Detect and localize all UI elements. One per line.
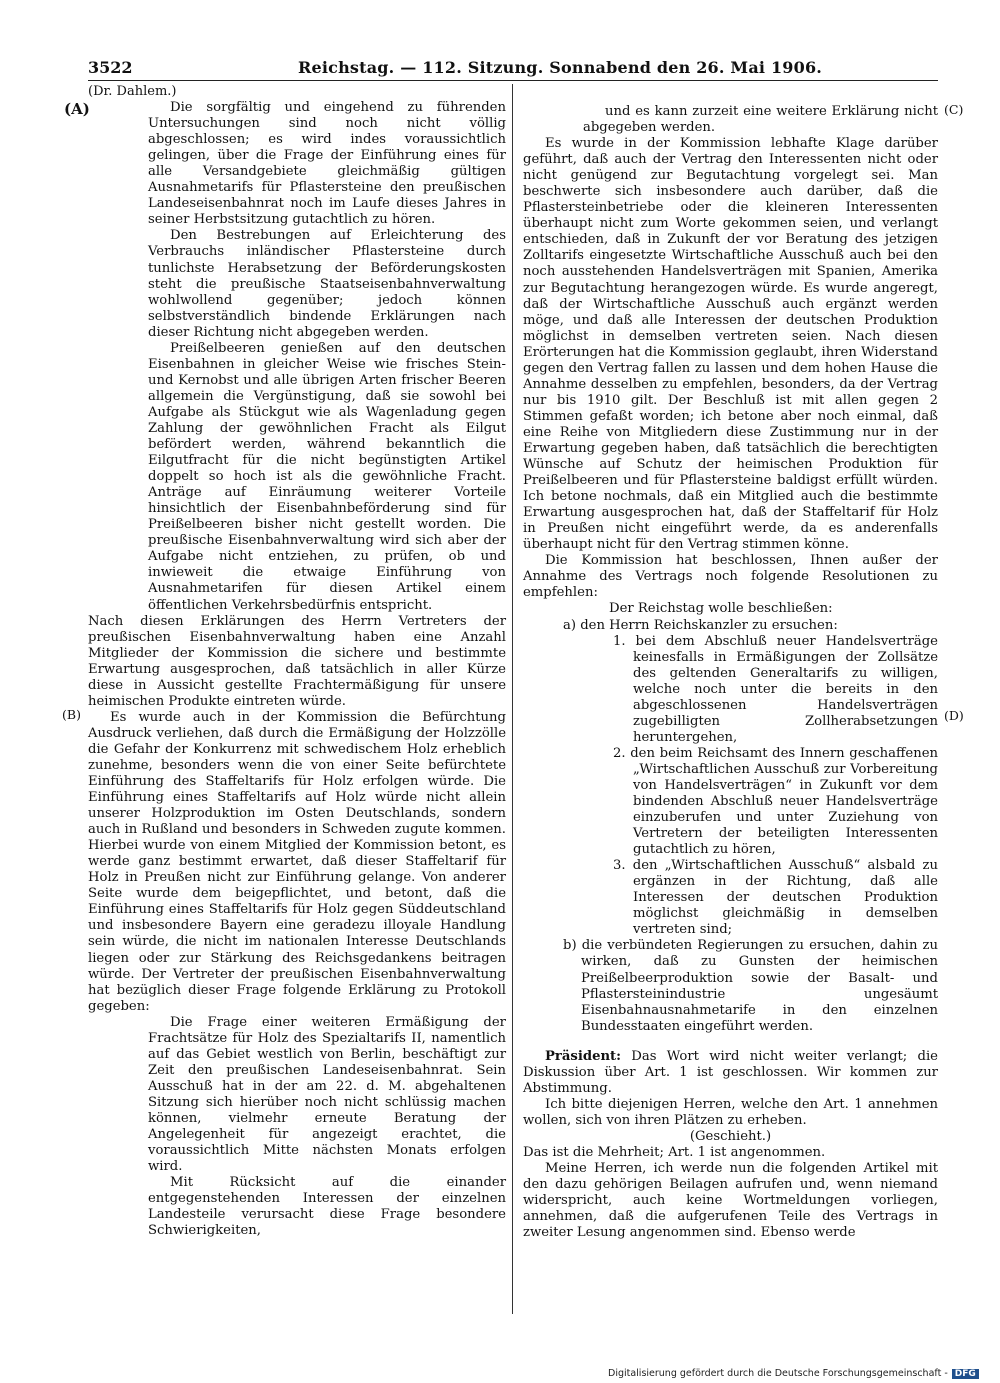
column-divider: [512, 84, 513, 1314]
footer-credit: [608, 1368, 979, 1379]
margin-marker-b: (B): [62, 707, 81, 722]
quote-paragraph: Die sorgfältig und eingehend zu führenden Untersuchungen sind noch nicht völlig abgeschlossen; es wird indes voraussichtlich gelingen, über die Frage der Einführung eines für alle Versandgebiete gleichmäßig gültigen Ausnahmetarifs für Pflastersteine den preußischen Landeseisenbahnrat noch im Laufe dieses Jahres in seiner Herbstsitzung gutachtlich zu hören.: [148, 100, 506, 228]
footer-text: Digitalisierung gefördert durch die Deutsche Forschungsgemeinschaft -: [608, 1368, 948, 1379]
margin-marker-c: (C): [944, 102, 964, 117]
president-text: Das Wort wird nicht weiter verlangt; die Diskussion über Art. 1 ist geschlossen. Wir kommen zur Abstimmung.: [523, 1048, 938, 1096]
page-number: 3522: [88, 58, 133, 77]
body-paragraph: Ich bitte diejenigen Herren, welche den Art. 1 annehmen wollen, sich von ihren Plätzen zu erheben.: [523, 1096, 938, 1128]
body-paragraph: Es wurde auch in der Kommission die Befürchtung Ausdruck verliehen, daß durch die Ermäßigung der Holzzölle die Gefahr der Konkurrenz mit schwedischem Holz erheblich zunehme, besonders wenn die von einer Seite befürchtete Einführung des Staffeltarifs für Holz erfolgen würde. Die Einführung eines Staffeltarifs auf Holz würde nicht allein unserer Holzproduktion im Osten Deutschlands, sondern auch in Rußland und besonders in Schweden zugute kommen. Hierbei wurde von einem Mitglied der Kommission betont, es werde ganz bestimmt erwartet, daß dieser Staffeltarif für Holz in Preußen nicht zur Einführung gelange. Von anderer Seite wurde dem beigepflichtet, und betont, daß die Einführung eines Staffeltarifs für Holz gegen Süddeutschland und insbesondere Bayern eine geradezu illoyale Handlung sein würde, die nicht im nationalen Interesse Deutschlands liegen oder zur Stärkung des Reichsgedankens beitragen würde. Der Vertreter der preußischen Eisenbahnverwaltung hat bezüglich dieser Frage folgende Erklärung zu Protokoll gegeben:: [88, 709, 506, 1014]
body-paragraph: Es wurde in der Kommission lebhafte Klage darüber geführt, daß auch der Vertrag den Interessenten nicht oder nicht genügend zur Begutachtung vorgelegt sei. Man beschwerte sich insbesondere auch darüber, daß die Pflastersteinbetriebe oder die kleineren Interessenten überhaupt nicht zum Worte gekommen seien, und verlangt entschieden, daß in Zukunft der vor Beratung des jetzigen Zolltarifs eingesetzte Wirtschaftliche Ausschuß auch bei den noch ausstehenden Handelsverträgen mit Spanien, Amerika zur Begutachtung herangezogen würde. Es wurde angeregt, daß der Wirtschaftliche Ausschuß auch ergänzt werden möge, und daß alle Interessen der deutschen Produktion möglichst in demselben vertreten seien. Nach diesen Erörterungen hat die Kommission geglaubt, ihren Widerstand gegen den Vertrag fallen zu lassen und dem hohen Hause die Annahme desselben zu empfehlen, besonders, da der Vertrag nur bis 1910 gilt. Der Beschluß ist mit allen gegen 2 Stimmen gefaßt worden; ich betone aber noch einmal, daß eine Reihe von Mitgliedern diese Zustimmung nur in der Erwartung gegeben haben, daß tatsächlich die berechtigten Wünsche auf Schutz der heimischen Produktion für Preißelbeeren und für Pflastersteine baldigst erfüllt würden. Ich betone nochmals, daß ein Mitglied auch die bestimmte Erwartung ausgesprochen hat, daß der Staffeltarif für Holz in Preußen nicht eingeführt werde, da es anderenfalls überhaupt nicht für den Vertrag stimmen könne.: [523, 136, 938, 553]
margin-marker-a: (A): [64, 100, 90, 118]
resolution-subitem: 2. den beim Reichsamt des Innern geschaffenen „Wirtschaftlichen Ausschuß zur Vorbereitung von Handelsverträgen“ in Zukunft vor dem bindenden Abschluß neuer Handelsverträge einzuberufen und unter Zuziehung von Vertretern der beteiligten Interessenten gutachtlich zu hören,: [613, 745, 938, 858]
page-header: [88, 58, 938, 80]
body-paragraph: Die Kommission hat beschlossen, Ihnen außer der Annahme des Vertrags noch folgende Resolutionen zu empfehlen:: [523, 553, 938, 601]
margin-marker-d: (D): [944, 708, 964, 723]
body-paragraph: Nach diesen Erklärungen des Herrn Vertreters der preußischen Eisenbahnverwaltung haben eine Anzahl Mitglieder der Kommission die sichere und bestimmte Erwartung ausgesprochen, daß tatsächlich in aller Kürze diese in Aussicht gestellte Frachtermäßigung für unsere heimischen Produkte eintreten würde.: [88, 613, 506, 709]
right-column: [523, 104, 938, 1241]
dfg-logo: DFG: [952, 1369, 979, 1379]
body-paragraph: Meine Herren, ich werde nun die folgenden Artikel mit den dazu gehörigen Beilagen aufrufen und, wenn niemand widerspricht, auch keine Wortmeldungen vorliegen, annehmen, daß die aufgerufenen Teile des Vertrags in zweiter Lesung angenommen sind. Ebenso werde: [523, 1161, 938, 1241]
quote-paragraph: und es kann zurzeit eine weitere Erklärung nicht abgegeben werden.: [583, 104, 938, 136]
quote-paragraph: Den Bestrebungen auf Erleichterung des Verbrauchs inländischer Pflastersteine durch tunlichste Herabsetzung der Beförderungskosten steht die preußische Staatseisenbahnverwaltung wohlwollend gegenüber; jedoch können selbstverständlich bindende Erklärungen nach dieser Richtung nicht abgegeben werden.: [148, 228, 506, 340]
body-paragraph: Das ist die Mehrheit; Art. 1 ist angenommen.: [523, 1145, 826, 1160]
resolution-item: b) die verbündeten Regierungen zu ersuchen, dahin zu wirken, daß zu Gunsten der heimischen Preißelbeerproduktion sowie der Basalt- und Pflastersteinindustrie ungesäumt Eisenbahnausnahmetarife in den einzelnen Bundesstaaten eingeführt werden.: [563, 938, 938, 1034]
president-paragraph: [523, 1049, 938, 1097]
resolution-subitem: 1. bei dem Abschluß neuer Handelsverträge keinesfalls in Ermäßigungen der Zollsätze des geltenden Generaltarifs zu willigen, welche noch unter die bereits in den abgeschlossenen Handelsverträgen zugebilligten Zollherabsetzungen heruntergehen,: [613, 633, 938, 745]
running-title: Reichstag. — 112. Sitzung. Sonnabend den 26. Mai 1906.: [298, 58, 823, 77]
quote-paragraph: Die Frage einer weiteren Ermäßigung der Frachtsätze für Holz des Spezialtarifs II, namentlich auf das Gebiet westlich von Berlin, beschäftigt zur Zeit den preußischen Landeseisenbahnrat. Sein Ausschuß hat in der am 22. d. M. abgehaltenen Sitzung sich hierüber noch nicht schlüssig machen können, vielmehr erneute Beratung der Angelegenheit für angezeigt erachtet, die voraussichtlich Mitte nächsten Monats erfolgen wird.: [148, 1014, 506, 1175]
resolution-heading: Der Reichstag wolle beschließen:: [609, 601, 833, 617]
quote-paragraph: Mit Rücksicht auf die einander entgegenstehenden Interessen der einzelnen Landesteile verursacht diese Frage besondere Schwierigkeiten,: [148, 1175, 506, 1239]
resolution-subitem: 3. den „Wirtschaftlichen Ausschuß“ alsbald zu ergänzen in der Richtung, daß alle Interessen der deutschen Produktion möglichst gleichmäßig in demselben vertreten sind;: [613, 858, 938, 938]
president-label: Präsident:: [545, 1048, 622, 1064]
resolution-item: a) den Herrn Reichskanzler zu ersuchen:: [563, 617, 838, 633]
header-rule: [88, 80, 938, 81]
quote-paragraph: Preißelbeeren genießen auf den deutschen Eisenbahnen in gleicher Weise wie frisches Stein- und Kernobst und alle übrigen Arten frischer Beeren allgemein die Vergünstigung, daß sie sowohl bei Aufgabe als Stückgut wie als Wagenladung gegen Zahlung der gewöhnlichen Fracht als Eilgut befördert werden, während bekanntlich die Eilgutfracht für die nicht begünstigten Artikel doppelt so hoch ist als die gewöhnliche Fracht. Anträge auf Einräumung weiterer Vorteile hinsichtlich der Eisenbahnbeförderung sind für Preißelbeeren bisher nicht gestellt worden. Die preußische Eisenbahnverwaltung wird sich aber der Aufgabe nicht entziehen, zu prüfen, ob und inwieweit die etwaige Einführung von Ausnahmetarifen für diesen Artikel einem öffentlichen Verkehrsbedürfnis entspricht.: [148, 340, 506, 613]
speaker-line: (Dr. Dahlem.): [88, 84, 177, 99]
stage-direction: (Geschieht.): [689, 1128, 772, 1144]
left-column: [88, 84, 506, 1239]
paragraph-gap: [523, 1035, 938, 1049]
